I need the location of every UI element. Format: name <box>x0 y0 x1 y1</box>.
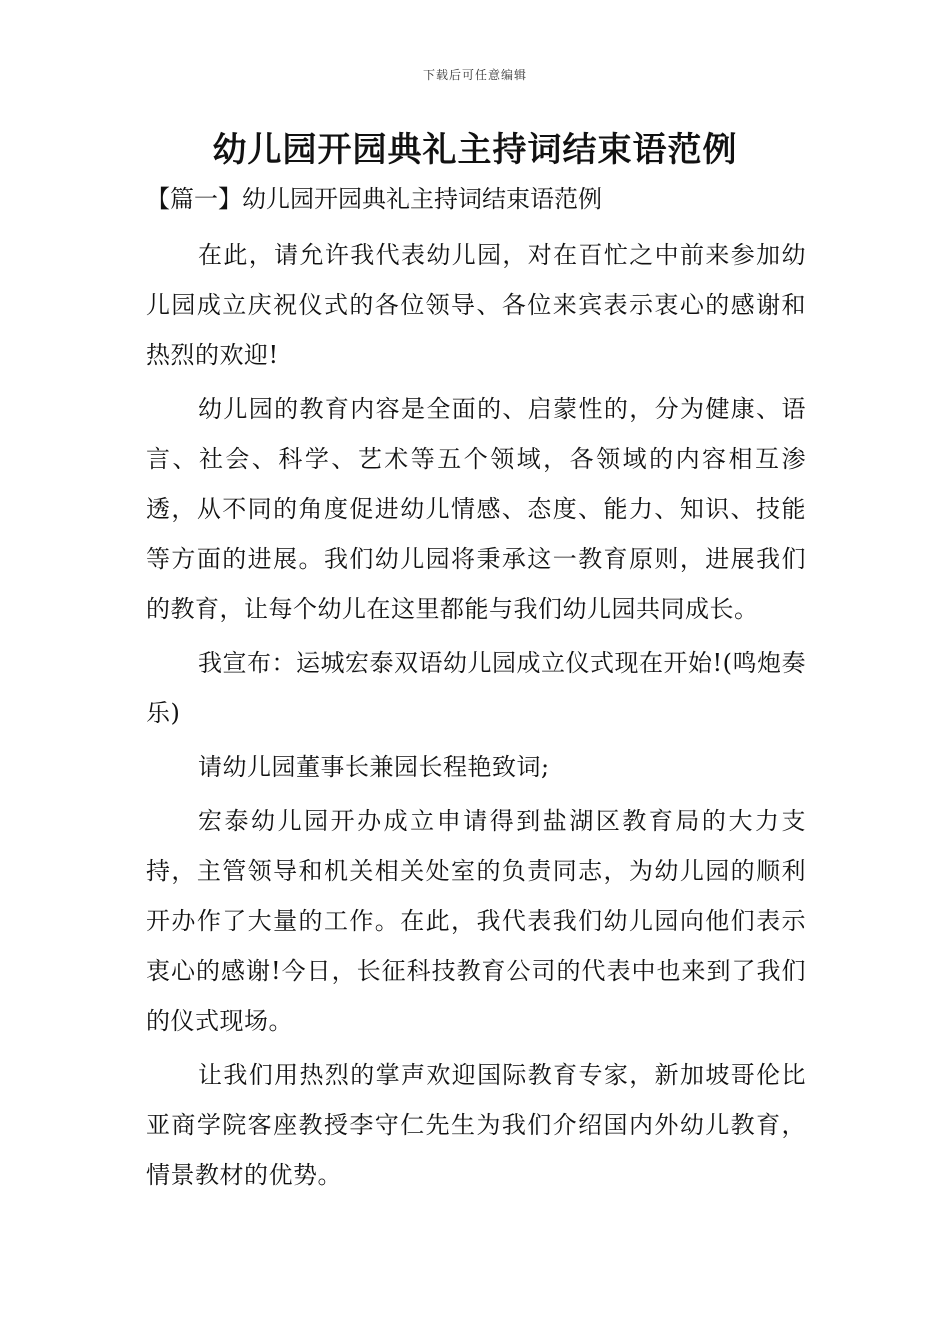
section-heading: 【篇一】幼儿园开园典礼主持词结束语范例 <box>146 185 602 213</box>
paragraph-welcome: 在此，请允许我代表幼儿园，对在百忙之中前来参加幼儿园成立庆祝仪式的各位领导、各位来宾表示衷心的感谢和热烈的欢迎! <box>146 241 806 369</box>
document-title: 幼儿园开园典礼主持词结束语范例 <box>212 130 738 170</box>
paragraph-thanks: 宏泰幼儿园开办成立申请得到盐湖区教育局的大力支持，主管领导和机关相关处室的负责同志，为幼儿园的顺利开办作了大量的工作。在此，我代表我们幼儿园向他们表示衷心的感谢!今日，长征科技教育公司的代表中也来到了我们的仪式现场。 <box>146 807 806 1035</box>
paragraph-education-content: 幼儿园的教育内容是全面的、启蒙性的，分为健康、语言、社会、科学、艺术等五个领域，各领域的内容相互渗透，从不同的角度促进幼儿情感、态度、能力、知识、技能等方面的进展。我们幼儿园将秉承这一教育原则，进展我们的教育，让每个幼儿在这里都能与我们幼儿园共同成长。 <box>146 395 806 623</box>
document-body <box>146 230 806 1204</box>
header-note: 下载后可任意编辑 <box>422 68 527 82</box>
paragraph-announcement: 我宣布：运城宏泰双语幼儿园成立仪式现在开始!(鸣炮奏乐) <box>146 649 807 727</box>
paragraph-expert-intro: 让我们用热烈的掌声欢迎国际教育专家，新加坡哥伦比亚商学院客座教授李守仁先生为我们介绍国内外幼儿教育，情景教材的优势。 <box>146 1061 806 1189</box>
paragraph-speech-invite: 请幼儿园董事长兼园长程艳致词; <box>198 753 550 781</box>
